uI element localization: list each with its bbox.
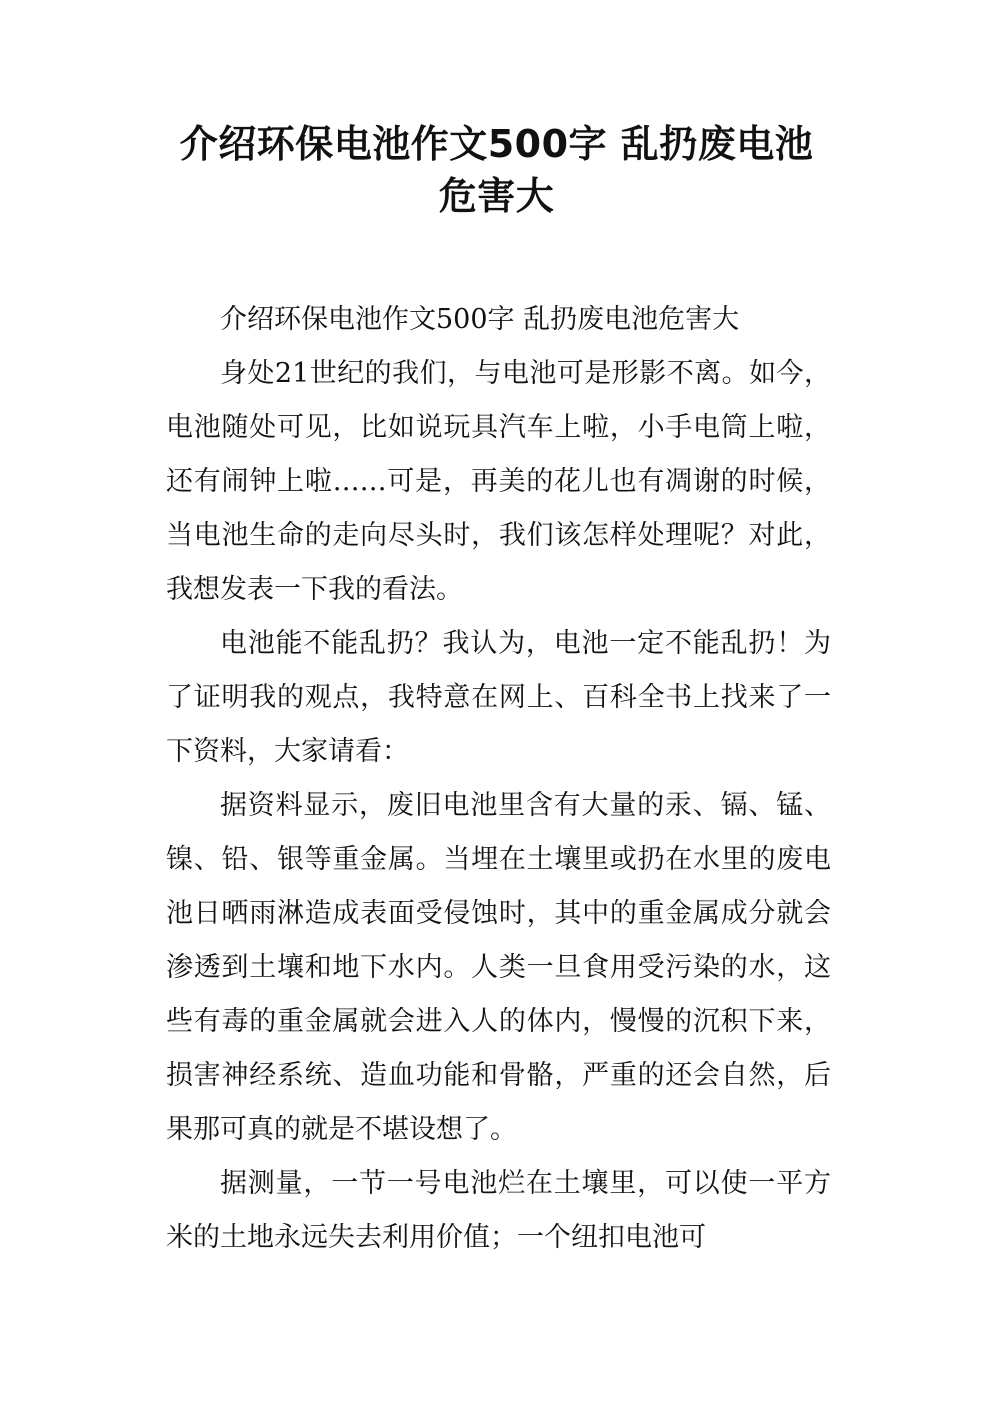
title-line-1: 介绍环保电池作文500字 乱扔废电池	[179, 122, 814, 166]
document-body	[166, 293, 831, 1265]
paragraph: 身处21世纪的我们，与电池可是形影不离。如今，电池随处可见，比如说玩具汽车上啦，小手电筒上啦，还有闹钟上啦……可是，再美的花儿也有凋谢的时候，当电池生命的走向尽头时，我们该怎样处理呢？对此，我想发表一下我的看法。	[166, 358, 831, 605]
paragraph: 据资料显示，废旧电池里含有大量的汞、镉、锰、镍、铅、银等重金属。当埋在土壤里或扔在水里的废电池日晒雨淋造成表面受侵蚀时，其中的重金属成分就会渗透到土壤和地下水内。人类一旦食用受污染的水，这些有毒的重金属就会进入人的体内，慢慢的沉积下来，损害神经系统、造血功能和骨骼，严重的还会自然，后果那可真的就是不堪设想了。	[166, 790, 831, 1145]
document-title	[150, 118, 843, 222]
title-line-2: 危害大	[438, 174, 555, 218]
paragraph-subtitle: 介绍环保电池作文500字 乱扔废电池危害大	[220, 304, 740, 335]
paragraph: 据测量，一节一号电池烂在土壤里，可以使一平方米的土地永远失去利用价值；一个纽扣电池可	[166, 1168, 831, 1253]
paragraph: 电池能不能乱扔？我认为，电池一定不能乱扔！为了证明我的观点，我特意在网上、百科全书上找来了一下资料，大家请看：	[166, 628, 831, 767]
